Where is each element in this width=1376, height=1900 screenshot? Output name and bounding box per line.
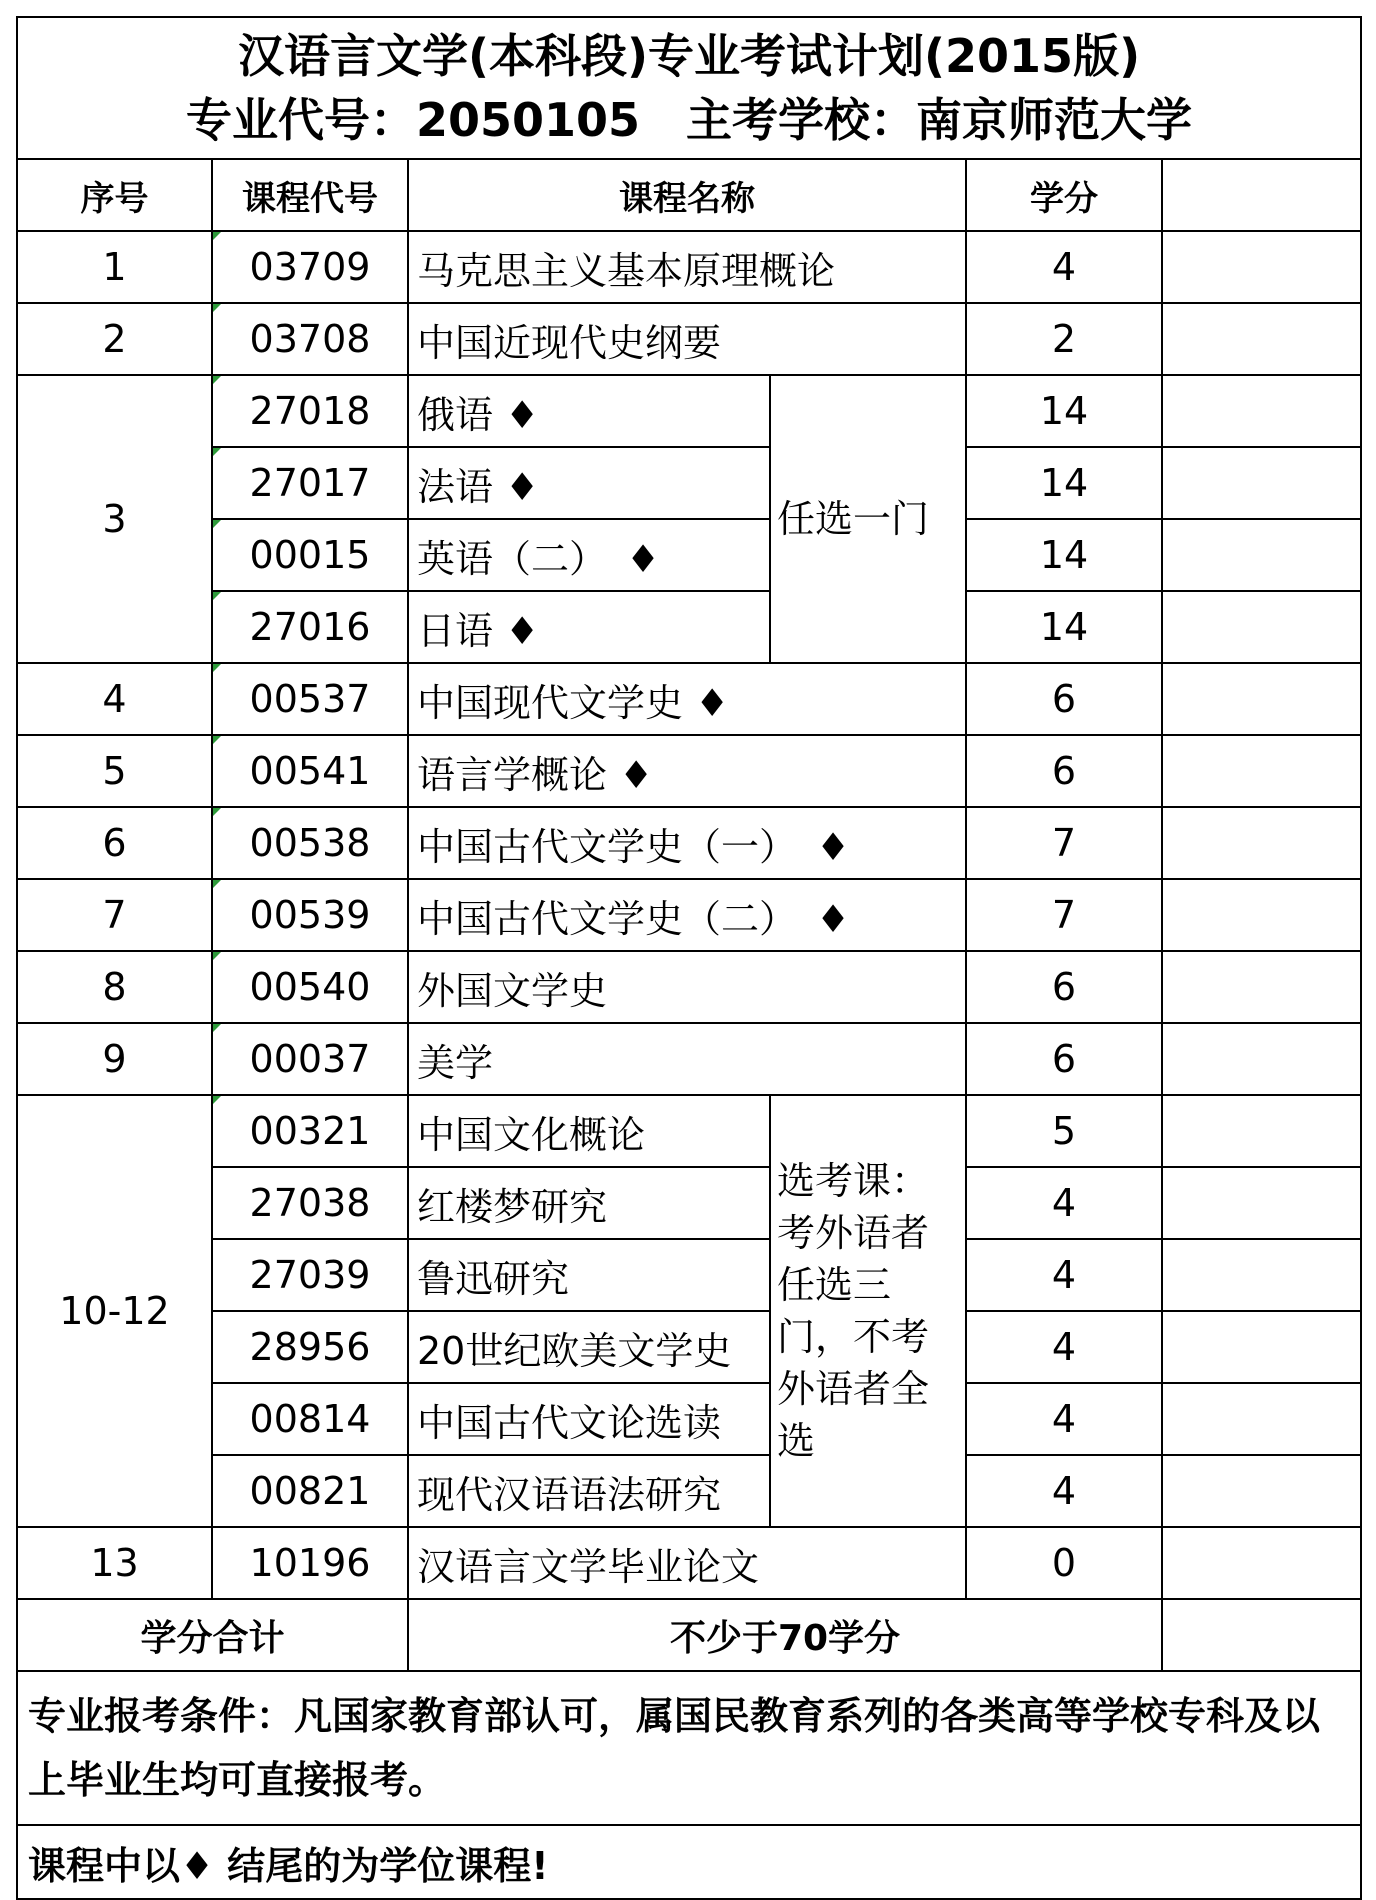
degree-course-footnote: 课程中以♦ 结尾的为学位课程! — [17, 1825, 1361, 1899]
name-cell: 鲁迅研究 — [408, 1239, 770, 1311]
credit-cell: 14 — [966, 447, 1162, 519]
credit-cell: 7 — [966, 879, 1162, 951]
header-name: 课程名称 — [408, 159, 966, 231]
total-row — [17, 1599, 1361, 1671]
name-cell: 20世纪欧美文学史 — [408, 1311, 770, 1383]
code-cell: 00037 — [212, 1023, 408, 1095]
code-cell: 00539 — [212, 879, 408, 951]
credit-cell: 6 — [966, 735, 1162, 807]
seq-cell: 2 — [17, 303, 212, 375]
credit-cell: 4 — [966, 1311, 1162, 1383]
seq-cell: 3 — [17, 375, 212, 663]
blank-cell — [1162, 519, 1361, 591]
name-cell: 英语（二） ♦ — [408, 519, 770, 591]
name-cell: 中国古代文学史（一） ♦ — [408, 807, 966, 879]
name-cell: 美学 — [408, 1023, 966, 1095]
table-row — [17, 303, 1361, 375]
name-cell: 俄语 ♦ — [408, 375, 770, 447]
elective-note: 选考课：考外语者任选三门，不考外语者全选 — [770, 1095, 966, 1527]
seq-cell: 9 — [17, 1023, 212, 1095]
blank-cell — [1162, 447, 1361, 519]
name-cell: 语言学概论 ♦ — [408, 735, 966, 807]
credit-cell: 14 — [966, 519, 1162, 591]
name-cell: 现代汉语语法研究 — [408, 1455, 770, 1527]
table-row — [17, 1167, 1361, 1239]
credit-cell: 4 — [966, 1455, 1162, 1527]
blank-cell — [1162, 1311, 1361, 1383]
table-row — [17, 1311, 1361, 1383]
credit-cell: 4 — [966, 1383, 1162, 1455]
credit-cell: 2 — [966, 303, 1162, 375]
blank-cell — [1162, 1455, 1361, 1527]
code-cell: 00537 — [212, 663, 408, 735]
table-row — [17, 807, 1361, 879]
table-row — [17, 1383, 1361, 1455]
blank-cell — [1162, 591, 1361, 663]
title-line-1: 汉语言文学(本科段)专业考试计划(2015版) — [237, 29, 1141, 83]
table-row — [17, 231, 1361, 303]
table-row — [17, 663, 1361, 735]
blank-cell — [1162, 231, 1361, 303]
code-cell: 10196 — [212, 1527, 408, 1599]
table-row — [17, 1095, 1361, 1167]
table-row — [17, 879, 1361, 951]
table-row — [17, 1455, 1361, 1527]
title-line-2: 专业代号：2050105 主考学校：南京师范大学 — [186, 93, 1193, 147]
admission-condition: 专业报考条件：凡国家教育部认可，属国民教育系列的各类高等学校专科及以上毕业生均可直接报考。 — [17, 1671, 1361, 1825]
credit-cell: 4 — [966, 231, 1162, 303]
code-cell: 27018 — [212, 375, 408, 447]
code-cell: 00321 — [212, 1095, 408, 1167]
seq-cell: 10-12 — [17, 1095, 212, 1527]
header-code: 课程代号 — [212, 159, 408, 231]
table-row — [17, 1527, 1361, 1599]
table-title — [17, 17, 1361, 159]
blank-cell — [1162, 1023, 1361, 1095]
header-seq: 序号 — [17, 159, 212, 231]
credit-cell: 5 — [966, 1095, 1162, 1167]
blank-cell — [1162, 303, 1361, 375]
name-cell: 中国现代文学史 ♦ — [408, 663, 966, 735]
table-row — [17, 447, 1361, 519]
name-cell: 中国古代文学史（二） ♦ — [408, 879, 966, 951]
credit-cell: 7 — [966, 807, 1162, 879]
blank-cell — [1162, 1095, 1361, 1167]
table-row — [17, 519, 1361, 591]
credit-cell: 4 — [966, 1239, 1162, 1311]
credit-cell: 6 — [966, 1023, 1162, 1095]
name-cell: 日语 ♦ — [408, 591, 770, 663]
code-cell: 00015 — [212, 519, 408, 591]
blank-cell — [1162, 1239, 1361, 1311]
seq-cell: 13 — [17, 1527, 212, 1599]
header-blank — [1162, 159, 1361, 231]
credit-cell: 6 — [966, 663, 1162, 735]
header-credit: 学分 — [966, 159, 1162, 231]
credit-cell: 4 — [966, 1167, 1162, 1239]
table-row — [17, 951, 1361, 1023]
total-value: 不少于70学分 — [408, 1599, 1162, 1671]
blank-cell — [1162, 1527, 1361, 1599]
seq-cell: 1 — [17, 231, 212, 303]
blank-cell — [1162, 735, 1361, 807]
code-cell: 28956 — [212, 1311, 408, 1383]
code-cell: 03709 — [212, 231, 408, 303]
seq-cell: 5 — [17, 735, 212, 807]
seq-cell: 8 — [17, 951, 212, 1023]
seq-cell: 4 — [17, 663, 212, 735]
language-choice-note: 任选一门 — [770, 375, 966, 663]
table-row — [17, 591, 1361, 663]
blank-cell — [1162, 375, 1361, 447]
total-label: 学分合计 — [17, 1599, 408, 1671]
code-cell: 27016 — [212, 591, 408, 663]
credit-cell: 0 — [966, 1527, 1162, 1599]
name-cell: 中国文化概论 — [408, 1095, 770, 1167]
code-cell: 27039 — [212, 1239, 408, 1311]
blank-cell — [1162, 1599, 1361, 1671]
blank-cell — [1162, 879, 1361, 951]
blank-cell — [1162, 1167, 1361, 1239]
table-row — [17, 735, 1361, 807]
name-cell: 中国古代文论选读 — [408, 1383, 770, 1455]
exam-plan-table — [16, 16, 1362, 1900]
name-cell: 法语 ♦ — [408, 447, 770, 519]
name-cell: 红楼梦研究 — [408, 1167, 770, 1239]
code-cell: 00821 — [212, 1455, 408, 1527]
credit-cell: 6 — [966, 951, 1162, 1023]
blank-cell — [1162, 807, 1361, 879]
code-cell: 00538 — [212, 807, 408, 879]
seq-cell: 7 — [17, 879, 212, 951]
credit-cell: 14 — [966, 591, 1162, 663]
code-cell: 00540 — [212, 951, 408, 1023]
name-cell: 外国文学史 — [408, 951, 966, 1023]
code-cell: 27017 — [212, 447, 408, 519]
code-cell: 00541 — [212, 735, 408, 807]
blank-cell — [1162, 1383, 1361, 1455]
name-cell: 马克思主义基本原理概论 — [408, 231, 966, 303]
code-cell: 03708 — [212, 303, 408, 375]
seq-cell: 6 — [17, 807, 212, 879]
table-row — [17, 1239, 1361, 1311]
credit-cell: 14 — [966, 375, 1162, 447]
blank-cell — [1162, 663, 1361, 735]
code-cell: 27038 — [212, 1167, 408, 1239]
name-cell: 中国近现代史纲要 — [408, 303, 966, 375]
name-cell: 汉语言文学毕业论文 — [408, 1527, 966, 1599]
code-cell: 00814 — [212, 1383, 408, 1455]
blank-cell — [1162, 951, 1361, 1023]
table-row — [17, 1023, 1361, 1095]
table-row — [17, 375, 1361, 447]
